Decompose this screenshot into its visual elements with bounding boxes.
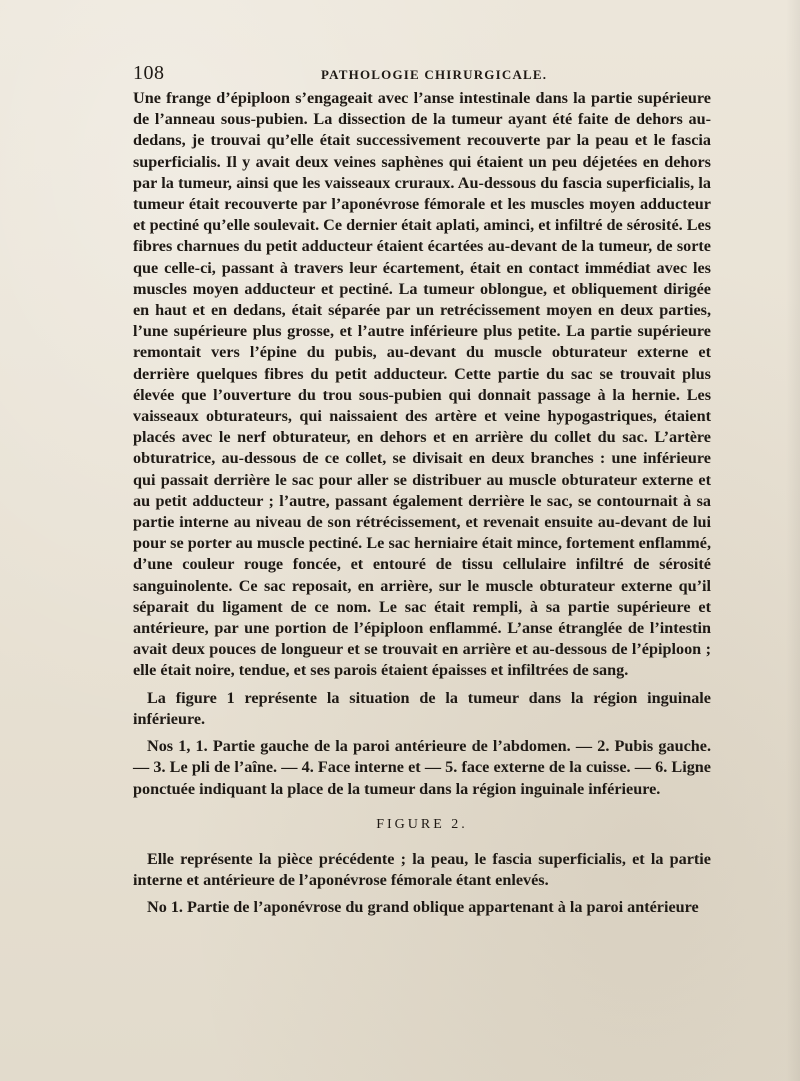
paragraph-5: No 1. Partie de l’aponévrose du grand oblique appartenant à la paroi antérieure xyxy=(147,898,699,917)
page-header xyxy=(133,62,711,86)
paragraph-2: La figure 1 représente la situation de la tumeur dans la région inguinale inférieure. xyxy=(133,688,711,728)
page-edge-shadow xyxy=(786,0,800,1081)
paragraph-4: Elle représente la pièce précédente ; la peau, le fascia superficialis, et la partie interne et antérieure de l’aponévrose fémorale étant enlevés. xyxy=(133,849,711,890)
paragraph-1: Une frange d’épiploon s’engageait avec l’anse intestinale dans la partie supérieure de l’anneau sous-pubien. La dissection de la tumeur ayant été faite de dehors au-dedans, je trouvai qu’elle était successivement recouverte par la peau et le fascia superficialis. Il y avait deux veines saphènes qui étaient un peu déjetées en dehors par la tumeur, ainsi que les vaisseaux cruraux. Au-dessous du fascia superficialis, la tumeur était recouverte par l’aponévrose fémorale et les muscles moyen adducteur et pectiné qu’elle soulevait. Ce dernier était aplati, aminci, et infiltré de sérosité. Les fibres charnues du petit adducteur étaient écartées au-devant de la tumeur, de sorte que celle-ci, passant à travers leur écartement, était en contact immédiat avec les muscles moyen adducteur et pectiné. La tumeur oblongue, et obliquement dirigée en haut et en dedans, était séparée par un retrécissement moyen en deux parties, l’une supérieure plus grosse, et l’autre inférieure plus petite. La partie supérieure remontait vers l’épine du pubis, au-devant du muscle obturateur externe et derrière quelques fibres du petit adducteur. Cette partie du sac se trouvait plus élevée que l’ouverture du trou sous-pubien qui donnait passage à la hernie. Les vaisseaux obturateurs, qui naissaient des artère et veine hypogastriques, étaient placés avec le nerf obturateur, en dehors et en arrière du collet du sac. L’artère obturatrice, au-dessous de ce collet, se divisait en deux branches : une inférieure qui passait derrière le sac pour aller se distribuer au muscle obturateur externe et au petit adducteur ; l’autre, passant également derrière le sac, se contournait à sa partie interne au niveau de son rétrécissement, et revenait ensuite au-devant de lui pour se porter au muscle pectiné. Le sac herniaire était mince, fortement enflammé, d’une couleur rouge foncée, et entouré de tissu cellulaire infiltré de sérosité sanguinolente. Ce sac reposait, en arrière, sur le muscle obturateur externe qu’il séparait du ligament de ce nom. Le sac était rempli, à sa partie supérieure et antérieure, par une portion de l’épiploon enflammé. L’anse étranglée de l’intestin avait deux pouces de longueur et se trouvait en arrière et au-dessous de l’épiploon ; elle était noire, tendue, et ses parois étaient épaisses et infiltrées de sang. xyxy=(133,89,711,680)
figure-2-caption: FIGURE 2. xyxy=(376,816,468,832)
page-number: 108 xyxy=(133,62,165,84)
running-head: PATHOLOGIE CHIRURGICALE. xyxy=(321,67,548,82)
main-text-block xyxy=(133,88,711,919)
figure-1-legend: Nos 1, 1. Partie gauche de la paroi antérieure de l’abdomen. — 2. Pubis gauche. — 3. Le pli de l’aîne. — 4. Face interne et — 5. face externe de la cuisse. — 6. Ligne ponctuée indiquant la place de la tumeur dans la région inguinale inférieure. xyxy=(133,737,711,798)
